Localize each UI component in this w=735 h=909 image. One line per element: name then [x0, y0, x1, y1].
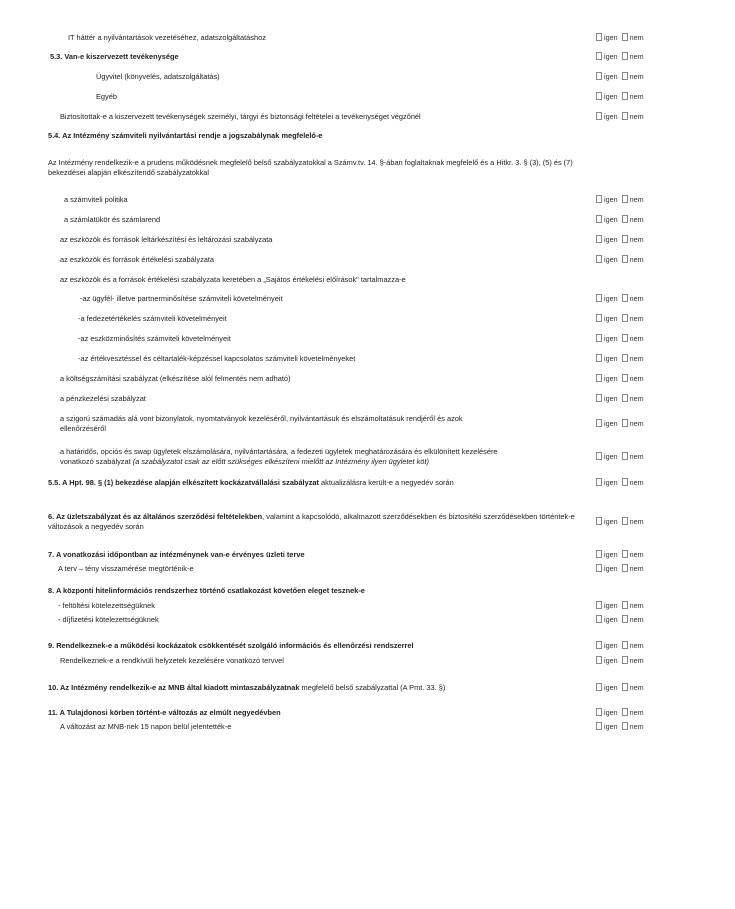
yes-no-choice: igen nem — [596, 615, 644, 625]
item-label: a határidős, opciós és swap ügyletek elszámolására, nyilvántartására, a fedezeti ügyletek meghatározására és elkülönített kezelésére vonatkozó szabályzat (a szabályzatot csak az előtt szükséges elkészíteni mielőtt az Intézmény ilyen ügyletet köt) — [60, 447, 498, 466]
no-checkbox[interactable] — [622, 72, 628, 80]
section-heading: 9. Rendelkeznek-e a működési kockázatok csökkentését szolgáló információs és ellenőrzési rendszerrel — [48, 641, 414, 650]
yes-no-choice: igen nem — [596, 517, 644, 527]
yes-no-choice: igen nem — [596, 92, 644, 102]
yes-checkbox[interactable] — [596, 374, 602, 382]
yes-no-choice: igen nem — [596, 564, 644, 574]
item-label: A terv – tény visszamérése megtörténik-e — [58, 564, 194, 573]
item-label: - díjfizetési kötelezettségüknek — [58, 615, 159, 624]
no-checkbox[interactable] — [622, 314, 628, 322]
no-checkbox[interactable] — [622, 394, 628, 402]
item-label: Egyéb — [96, 92, 117, 101]
italic-note: (a szabályzatot csak az előtt szükséges elkészíteni mielőtt az Intézmény ilyen ügyletet köt) — [132, 457, 429, 466]
item-label: A változást az MNB-nek 15 napon belül jelentették-e — [60, 722, 232, 731]
no-checkbox[interactable] — [622, 708, 628, 716]
yes-checkbox[interactable] — [596, 294, 602, 302]
yes-checkbox[interactable] — [596, 478, 602, 486]
no-checkbox[interactable] — [622, 374, 628, 382]
no-checkbox[interactable] — [622, 255, 628, 263]
no-checkbox[interactable] — [622, 478, 628, 486]
section-heading: 8. A központi hitelinformációs rendszerhez történő csatlakozást követően eleget tesznek-e — [48, 586, 365, 595]
yes-no-choice: igen nem — [596, 215, 644, 225]
yes-checkbox[interactable] — [596, 683, 602, 691]
yes-no-choice: igen nem — [596, 683, 644, 693]
yes-checkbox[interactable] — [596, 708, 602, 716]
item-szigoru-szamadas — [0, 414, 735, 436]
yes-checkbox[interactable] — [596, 615, 602, 623]
item-label: az eszközök és források értékelési szabályzata — [60, 255, 215, 264]
yes-no-choice: igen nem — [596, 708, 644, 718]
section-heading: 11. A Tulajdonosi körben történt-e változás az elmúlt negyedévben — [48, 708, 281, 717]
yes-checkbox[interactable] — [596, 334, 602, 342]
no-checkbox[interactable] — [622, 656, 628, 664]
item-label: -az értékvesztéssel és céltartalék-képzéssel kapcsolatos számviteli követelményeket — [78, 354, 356, 363]
yes-no-choice: igen nem — [596, 478, 644, 488]
item-label: Biztosítottak-e a kiszervezett tevékenységek személyi, tárgyi és biztonsági feltételei a tevékenységet végzőnél — [60, 112, 421, 121]
no-checkbox[interactable] — [622, 550, 628, 558]
yes-checkbox[interactable] — [596, 419, 602, 427]
no-checkbox[interactable] — [622, 52, 628, 60]
yes-no-choice: igen nem — [596, 656, 644, 666]
item-label: -a fedezetértékelés számviteli követelményeit — [78, 314, 227, 323]
section-heading: 5.3. Van-e kiszervezett tevékenysége — [50, 52, 179, 61]
yes-no-choice: igen nem — [596, 374, 644, 384]
no-checkbox[interactable] — [622, 564, 628, 572]
yes-no-choice: igen nem — [596, 419, 644, 429]
no-checkbox[interactable] — [622, 235, 628, 243]
item-label: a költségszámítási szabályzat (elkészítése alól felmentés nem adható) — [60, 374, 291, 383]
yes-checkbox[interactable] — [596, 215, 602, 223]
no-checkbox[interactable] — [622, 419, 628, 427]
no-checkbox[interactable] — [622, 92, 628, 100]
yes-checkbox[interactable] — [596, 314, 602, 322]
no-checkbox[interactable] — [622, 452, 628, 460]
intro-paragraph: Az Intézmény rendelkezik-e a prudens működésnek megfelelő belső szabályzatokkal a Számv.tv. 14. §-ában foglaltaknak megfelelő és a Hitkr. 3. § (3), (5) és (7) bekezdései alapján elkészítendő szabályzatokkal — [48, 158, 573, 177]
item-label: 6. Az üzletszabályzat és az általános szerződési feltételekben, valamint a kapcsolódó, alkalmazott szerződésekben és biztosítéki szerződésekben történtek-e változások a negyedév során — [48, 512, 575, 531]
item-label: - feltöltési kötelezettségüknek — [58, 601, 155, 610]
yes-checkbox[interactable] — [596, 564, 602, 572]
yes-checkbox[interactable] — [596, 235, 602, 243]
section-heading: 5.4. Az Intézmény számviteli nyilvántartási rendje a jogszabálynak megfelelő-e — [48, 131, 323, 140]
item-label: az eszközök és források leltárkészítési és leltározási szabályzata — [60, 235, 273, 244]
no-checkbox[interactable] — [622, 722, 628, 730]
yes-checkbox[interactable] — [596, 255, 602, 263]
yes-no-choice: igen nem — [596, 52, 644, 62]
yes-checkbox[interactable] — [596, 394, 602, 402]
no-checkbox[interactable] — [622, 683, 628, 691]
yes-checkbox[interactable] — [596, 52, 602, 60]
yes-no-choice: igen nem — [596, 255, 644, 265]
section-heading: 7. A vonatkozási időpontban az intézménynek van-e érvényes üzleti terve — [48, 550, 305, 559]
no-checkbox[interactable] — [622, 294, 628, 302]
item-label: Ügyvitel (könyvelés, adatszolgáltatás) — [96, 72, 220, 81]
item-label: 10. Az Intézmény rendelkezik-e az MNB által kiadott mintaszabályzatnak megfelelő belső szabályzattal (A Pmt. 33. §) — [48, 683, 446, 692]
item-label: -az ügyfél- illetve partnerminősítése számviteli követelményeit — [80, 294, 283, 303]
item-label: 5.5. A Hpt. 98. § (1) bekezdése alapján elkészített kockázatvállalási szabályzat aktualizálásra került-e a negyedév során — [48, 478, 454, 487]
item-label: a szigorú számadás alá vont bizonylatok, nyomtatványok kezeléséről, nyilvántartásuk és elszámoltatásuk rendjéről és azok ellenőrzéséről — [60, 414, 463, 433]
yes-no-choice: igen nem — [596, 334, 644, 344]
no-checkbox[interactable] — [622, 641, 628, 649]
no-checkbox[interactable] — [622, 354, 628, 362]
yes-no-choice: igen nem — [596, 112, 644, 122]
no-checkbox[interactable] — [622, 112, 628, 120]
yes-checkbox[interactable] — [596, 92, 602, 100]
yes-no-choice: igen nem — [596, 314, 644, 324]
yes-no-choice: igen nem — [596, 722, 644, 732]
yes-checkbox[interactable] — [596, 550, 602, 558]
yes-no-choice: igen nem — [596, 641, 644, 651]
yes-no-choice: igen nem — [596, 394, 644, 404]
item-hataridos-ugyletek — [0, 447, 735, 469]
yes-checkbox[interactable] — [596, 641, 602, 649]
yes-no-choice: igen nem — [596, 72, 644, 82]
yes-checkbox[interactable] — [596, 195, 602, 203]
section-6 — [0, 512, 735, 534]
no-checkbox[interactable] — [622, 195, 628, 203]
item-label: a pénzkezelési szabályzat — [60, 394, 146, 403]
yes-no-choice: igen nem — [596, 452, 644, 462]
item-label: az eszközök és a források értékelési szabályzata keretében a „Sajátos értékelési előírások" tartalmazza-e — [60, 275, 406, 284]
yes-checkbox[interactable] — [596, 33, 602, 41]
yes-checkbox[interactable] — [596, 656, 602, 664]
yes-checkbox[interactable] — [596, 354, 602, 362]
no-checkbox[interactable] — [622, 615, 628, 623]
yes-checkbox[interactable] — [596, 517, 602, 525]
yes-no-choice: igen nem — [596, 294, 644, 304]
item-label: a számlatükör és számlarend — [64, 215, 161, 224]
no-checkbox[interactable] — [622, 517, 628, 525]
item-label: Rendelkeznek-e a rendkívüli helyzetek kezelésére vonatkozó tervvel — [60, 656, 284, 665]
item-label: -az eszközminősítés számviteli követelményeit — [78, 334, 231, 343]
no-checkbox[interactable] — [622, 215, 628, 223]
yes-no-choice: igen nem — [596, 354, 644, 364]
yes-checkbox[interactable] — [596, 722, 602, 730]
no-checkbox[interactable] — [622, 33, 628, 41]
yes-checkbox[interactable] — [596, 112, 602, 120]
yes-no-choice: igen nem — [596, 33, 644, 43]
yes-no-choice: igen nem — [596, 235, 644, 245]
item-label: a számviteli politika — [64, 195, 128, 204]
yes-no-choice: igen nem — [596, 550, 644, 560]
yes-checkbox[interactable] — [596, 72, 602, 80]
yes-no-choice: igen nem — [596, 601, 644, 611]
no-checkbox[interactable] — [622, 601, 628, 609]
yes-checkbox[interactable] — [596, 601, 602, 609]
yes-no-choice: igen nem — [596, 195, 644, 205]
no-checkbox[interactable] — [622, 334, 628, 342]
item-label: IT háttér a nyilvántartások vezetéséhez, adatszolgáltatáshoz — [68, 33, 266, 42]
yes-checkbox[interactable] — [596, 452, 602, 460]
